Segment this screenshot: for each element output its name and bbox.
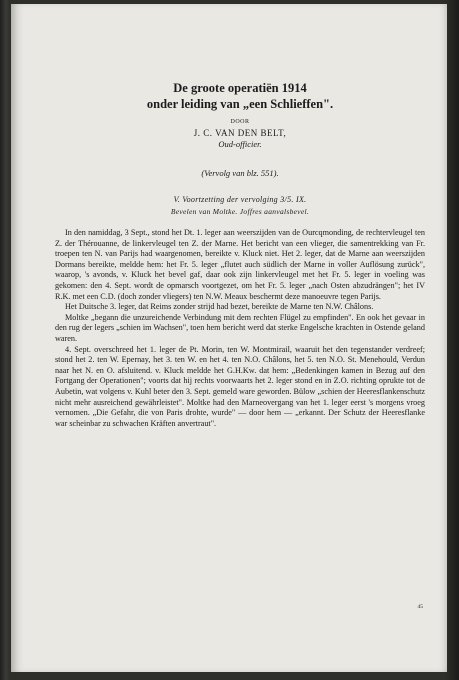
order-subheading: Bevelen van Moltke. Joffres aanvalsbevel. <box>170 207 310 216</box>
article-title-line2: onder leiding van „een Schlieffen". <box>146 97 334 111</box>
body-paragraph: 4. Sept. overschreed het 1. leger de Pt. Morin, ten W. Montmirail, waaruit het den tegenstander verdreef; stond het 2. ten W. Epernay, het 3. ten W. en het 4. ten N.O. Châlons, het 5. ten N.O. St. Menehould, Verdun naar het N. en O. afsluitend. v. Kluck meldde het G.H.Kw. dat hem: „Bedenkingen kamen in Bezug auf den Fortgang der Operationen"; voorts dat hij rechts voorwaarts het 2. leger stond en in Z.O. richting oprukte tot de Aubetin, wat volgens v. Kuhl beter den 3. Sept. gemeld ware geworden. Bülow „schien der Heeresflankenschutz nicht mehr ausreichend gewährleistet". Moltke had den Marneovergang van het 1. leger eerst 's morgens vroeg vernomen. „Die Gefahr, die von Paris drohte, wurde" — door hem — „erkannt. Der Schutz der Heeresflanke war scheinbar zu schwachen Kräften anvertraut". <box>55 344 425 428</box>
article-body <box>55 228 425 429</box>
byline-door: DOOR <box>230 119 250 125</box>
page-number: 45 <box>417 604 423 610</box>
section-heading: V. Voortzetting der vervolging 3/5. IX. <box>173 195 307 204</box>
body-paragraph: Het Duitsche 3. leger, dat Reims zonder strijd had bezet, bereikte de Marne ten N.W. Châlons. <box>65 302 374 312</box>
continuation-note: (Vervolg van blz. 551). <box>201 168 279 178</box>
article-title-line1: De groote operatiën 1914 <box>173 81 307 95</box>
author-role: Oud-officier. <box>218 139 262 149</box>
page-content <box>55 80 425 429</box>
author-name: J. C. VAN DEN BELT, <box>193 128 287 138</box>
book-page <box>11 4 447 672</box>
body-paragraph: In den namiddag, 3 Sept., stond het Dt. 1. leger aan weerszijden van de Ourcqmonding, de rechtervleugel ten Z. der Thérouanne, de linkervleugel ten Z. der Marne. Het bericht van een vlieger, die samentrekking van Fr. troepen ten N. van Parijs had waargenomen, bereikte v. Kluck niet. Het 2. leger, dat de Marne aan weerszijden Dormans bereikte, meldde hem: het Fr. 5. leger „flutet auch südlich der Marne in voller Auflösung zurück", waarop, 's avonds, v. Kluck het bevel gaf, daar ook zijn linkervleugel met het Fr. 5. leger in voeling was gekomen: den 4. Sept. wordt de opmarsch voortgezet, om het Fr. 5. leger „nach Osten abzudrängen"; het IV R.K. met een C.D. (doch zonder vliegers) ten N.W. Meaux beschermt deze manoeuvre tegen Parijs. <box>55 228 425 301</box>
body-paragraph: Moltke „begann die unzureichende Verbindung mit dem rechten Flügel zu empfinden". En ook het gevaar in den rug der legers „schien im Wachsen", toen hem bericht werd dat sterke Engelsche krachten in Ostende geland waren. <box>55 312 425 343</box>
